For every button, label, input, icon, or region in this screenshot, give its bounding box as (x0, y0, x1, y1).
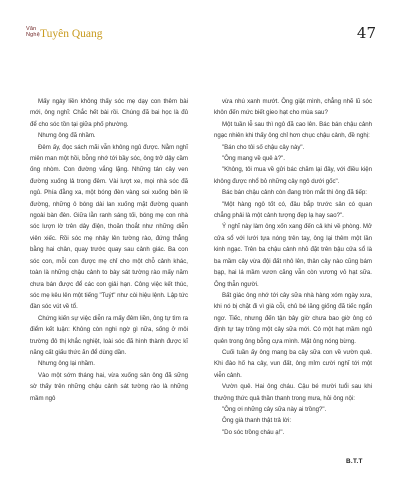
paragraph: Ý nghĩ này làm ông xốn xang đến cả khi về phòng. Mở cửa sổ với lưới tựa nóng trên tay, ông lại thêm một lần kinh ngạc. Trên ba chậu cảnh nhỏ đặt trên bậu cửa sổ là ba mầm cây vừa đội đất nhô lên, thân cây nào cũng bám bạp, hai lá mầm vươn căng vẫn còn vương vỏ hạt sữa. Ông thẫn người. (214, 223, 372, 288)
author-signature: B.T.T (346, 458, 363, 465)
paragraph: Nhưng ông lại nhầm. (38, 360, 95, 368)
paragraph: "Ông mang về quê à?". (222, 155, 285, 163)
logo-prefix (26, 26, 40, 38)
logo-line1: Văn (26, 26, 37, 32)
paragraph: Vườn quê. Hai ông cháu. Cậu bé mười tuổi sau khi thưởng thức quả thần thanh trong mưa, hỏi ông nội: (214, 383, 372, 402)
paragraph: vừa nhú xanh mướt. Ông giật mình, chẳng nhẽ lũ sóc khôn đến mức biết gieo hạt cho mùa sau? (214, 98, 372, 117)
paragraph: Bất giác ông nhớ tới cây sữa nhà hàng xóm ngày xưa, khi nó bị chặt đi vì già cỗi, chủ bé lăng giống đã tiếc ngẩn ngơ. Tiếc, nhưng đến tận bây giờ chưa bao giờ ông có định tự tay trồng một cây sữa mới. Có một hạt mầm ngủ quên trong ông bỗng cựa mình. Mặt ông nóng bừng. (214, 291, 372, 345)
paragraph: "Một hàng ngô tốt có, đâu bắp trước sân có quan chẳng phải là một cảnh tượng đẹp lạ hay sao?". (214, 200, 372, 220)
paragraph: Chứng kiến sự việc diễn ra mấy đêm liền, ông tự tìm ra điểm kết luận: Không còn nghi ngờ gì nữa, sống ở môi trường đô thị khắc nghiệt, loài sóc đã hình thành được kĩ năng cất giấu thức ăn để dùng dần. (30, 314, 188, 356)
paragraph: "Do sóc trồng cháu ạ!". (222, 428, 285, 436)
paragraph: "Không, tôi mua về gửi bác chăm lại đây, với điều kiện không được nhổ bỏ những cây ngô dưới gốc". (214, 166, 372, 185)
page-number: 47 (356, 24, 376, 42)
paragraph: "Ông ơi những cây sữa này ai trồng?". (222, 405, 327, 413)
left-column (30, 96, 188, 404)
paragraph: Đêm ấy, đọc sách mãi vẫn không ngủ được. Nằm nghĩ miên man một hồi, bỗng nhớ tới bầy sóc, ông trở dậy cầm ống nhòm. Con đường vắng lặng. Những tán cây ven đường xuống lả trong đêm. Vài lượt xe, mọi nhà sóc đã ngủ. Phía đằng xa, một bóng đèn vàng soi xuống bên lề đường, những ô bóng dài lan xuống mặt đường quanh ngoài bàn đèn. Giữa lằn ranh sáng tối, bóng mẹ con nhà sóc lượn lờ trên dây điện, thoăn thoắt như những diễn viên xiếc. Rồi sóc mẹ nhảy lên tường rào, đứng thẳng bằng hai chân, quay trước quay sau cảnh giác. Ba con sóc con, mỗi con được mẹ chỉ cho một chỗ cảnh khác, toàn là những chậu cảnh to bày sát tường rào mấy năm chưa bán được để các con giải hạn. Công việc kết thúc, sóc mẹ kêu lên một tiếng "Tuýt" như còi hiệu lệnh. Lập tức đàn sóc vút về tổ. (30, 143, 188, 311)
paragraph: Mấy ngày liền không thấy sóc mẹ dạy con thêm bài mới, ông nghĩ: Chắc hết bài rồi. Chúng đã bai học là đủ để cho sóc tồn tại giữa phố phường. (30, 98, 188, 128)
paragraph: Vào một sớm tháng hai, vừa xuống sân ông đã sững sờ thấy trên những chậu cảnh sát tường rào là những mầm ngô (30, 371, 188, 402)
logo-line2: Nghệ (26, 32, 40, 38)
logo-title: Tuyên Quang (40, 28, 103, 40)
page-header (26, 24, 376, 50)
paragraph: "Bán cho tôi số chậu cây này". (222, 143, 305, 151)
paragraph: Ông già thanh thật trả lời: (222, 417, 292, 425)
right-column (214, 96, 372, 438)
paragraph: Cuối tuần ấy ông mang ba cây sữa con về vườn quê. Khi đào hố ha cây, vun đất, ông mỉm cười nghĩ tới một viễn cảnh. (214, 348, 372, 379)
paragraph: Nhưng ông đã nhầm. (38, 132, 96, 140)
paragraph: Một tuần lễ sau thì ngô đã cao lên. Bác bán chậu cảnh ngạc nhiên khi thấy ông chỉ hơn chục chậu cảnh, đề nghị: (214, 120, 372, 140)
paragraph: Bác bán chậu cảnh còn đang tròn mắt thì ông đã tiếp: (222, 189, 367, 197)
